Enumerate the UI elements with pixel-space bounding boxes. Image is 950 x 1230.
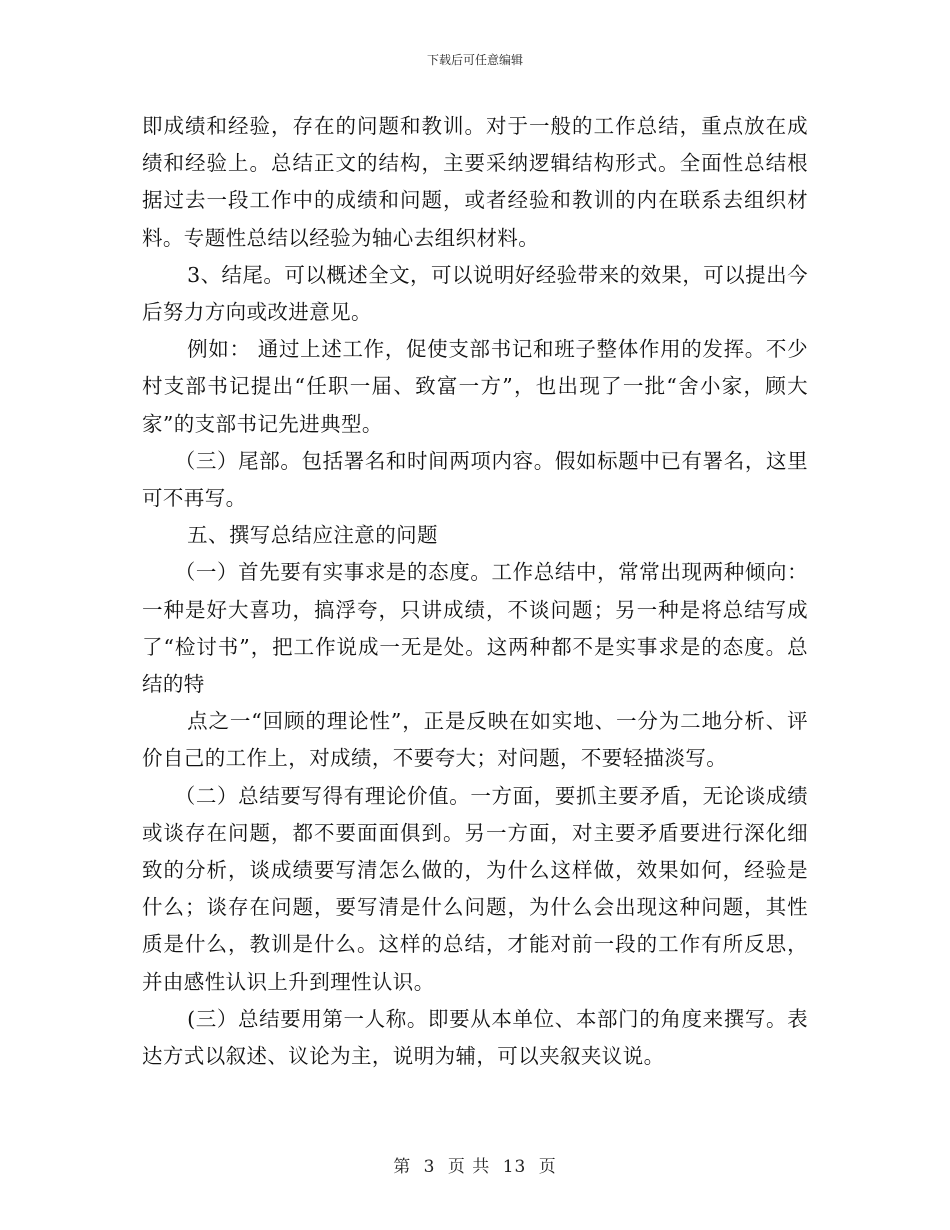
page-number: 3 [423, 1157, 436, 1177]
paragraph-8: （二）总结要写得有理论价值。一方面，要抓主要矛盾，无论谈成绩或谈存在问题，都不要面面俱到。另一方面，对主要矛盾要进行深化细致的分析，谈成绩要写清怎么做的，为什么这样做，效果如何，经验是什么；谈存在问题，要写清是什么问题，为什么会出现这种问题，其性质是什么，教训是什么。这样的总结，才能对前一段的工作有所反思，并由感性认识上升到理性认识。 [142, 783, 808, 994]
paragraph-6: （一）首先要有实事求是的态度。工作总结中，常常出现两种倾向：一种是好大喜功，搞浮夸，只讲成绩，不谈问题；另一种是将总结写成了“检讨书”，把工作说成一无是处。这两种都不是实事求是的态度。总结的特 [142, 560, 808, 697]
paragraph-7: 点之一“回顾的理论性”，正是反映在如实地、一分为二地分析、评价自己的工作上，对成绩，不要夸大；对问题，不要轻描淡写。 [142, 709, 808, 771]
page-footer [0, 1156, 950, 1178]
page-header: 下载后可任意编辑 [426, 53, 523, 67]
paragraph-9: (三）总结要用第一人称。即要从本单位、本部门的角度来撰写。表达方式以叙述、议论为主，说明为辅，可以夹叙夹议说。 [142, 1006, 808, 1069]
paragraph-4: （三）尾部。包括署名和时间两项内容。假如标题中已有署名，这里可不再写。 [142, 448, 808, 511]
paragraph-1: 即成绩和经验，存在的问题和教训。对于一般的工作总结，重点放在成绩和经验上。总结正文的结构，主要采纳逻辑结构形式。全面性总结根据过去一段工作中的成绩和问题，或者经验和教训的内在联系去组织材料。专题性总结以经验为轴心去组织材料。 [142, 114, 808, 250]
footer-prefix: 第 [393, 1157, 412, 1177]
footer-suffix: 页 [538, 1157, 557, 1177]
document-body [142, 108, 808, 1075]
footer-mid: 页 共 [447, 1157, 491, 1177]
section-heading: 五、撰写总结应注意的问题 [187, 523, 438, 548]
total-pages: 13 [502, 1157, 527, 1177]
paragraph-2: 3、结尾。可以概述全文，可以说明好经验带来的效果，可以提出今后努力方向或改进意见。 [142, 262, 808, 325]
paragraph-3: 例如： 通过上述工作，促使支部书记和班子整体作用的发挥。不少村支部书记提出“任职一届、致富一方”，也出现了一批“舍小家，顾大家”的支部书记先进典型。 [142, 337, 808, 436]
